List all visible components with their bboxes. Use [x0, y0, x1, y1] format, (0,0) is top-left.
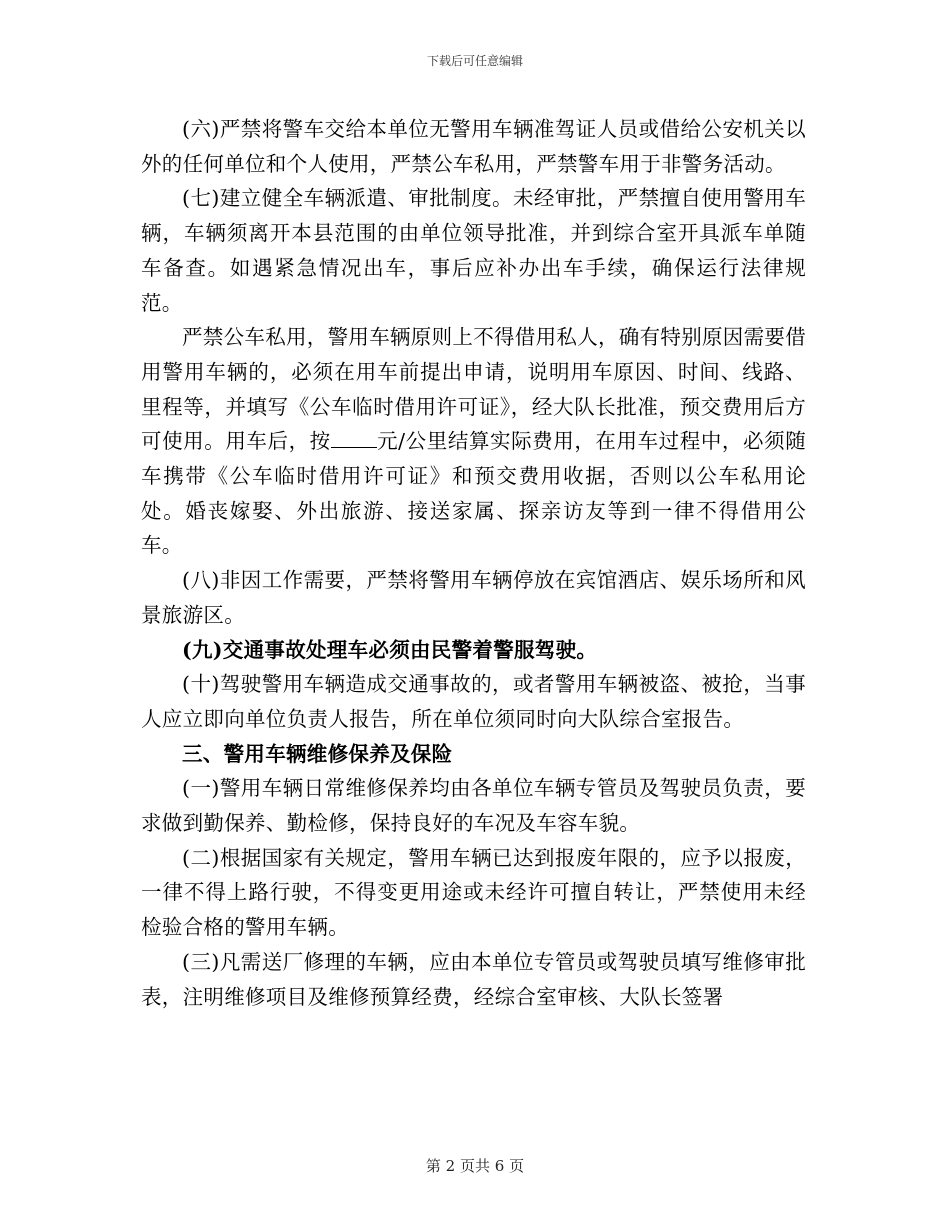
- paragraph-s3-1: (一)警用车辆日常维修保养均由各单位车辆专管员及驾驶员负责，要求做到勤保养、勤检修，保持良好的车况及车容车貌。: [141, 776, 806, 836]
- paragraph-s3-3: (三)凡需送厂修理的车辆，应由本单位专管员或驾驶员填写维修审批表，注明维修项目及维修预算经费，经综合室审核、大队长签署: [141, 949, 806, 1009]
- document-body: [141, 112, 806, 1014]
- paragraph-10: (十)驾驶警用车辆造成交通事故的，或者警用车辆被盗、被抢，当事人应立即向单位负责人报告，所在单位须同时向大队综合室报告。: [141, 672, 806, 731]
- page-header: 下载后可任意编辑: [426, 54, 523, 68]
- paragraph-8: (八)非因工作需要，严禁将警用车辆停放在宾馆酒店、娱乐场所和风景旅游区。: [141, 568, 806, 627]
- paragraph-s3-2: (二)根据国家有关规定，警用车辆已达到报废年限的，应予以报废，一律不得上路行驶，不得变更用途或未经许可擅自转让，严禁使用未经检验合格的警用车辆。: [141, 845, 806, 940]
- fill-in-blank: [331, 427, 377, 448]
- paragraph-9: (九)交通事故处理车必须由民警着警服驾驶。: [182, 637, 598, 662]
- paragraph-7: (七)建立健全车辆派遣、审批制度。未经审批，严禁擅自使用警用车辆，车辆须离开本县范围的由单位领导批准，并到综合室开具派车单随车备查。如遇紧急情况出车，事后应补办出车手续，确保运行法律规范。: [141, 186, 806, 315]
- paragraph-6: (六)严禁将警车交给本单位无警用车辆准驾证人员或借给公安机关以外的任何单位和个人使用，严禁公车私用，严禁警车用于非警务活动。: [141, 117, 806, 176]
- page-footer: 第 2 页共 6 页: [425, 1157, 525, 1175]
- paragraph-private-use: [141, 320, 806, 563]
- paragraph-private-use-after: 元/公里结算实际费用，在用车过程中，必须随车携带《公车临时借用许可证》和预交费用收据，否则以公车私用论处。婚丧嫁娶、外出旅游、接送家属、探亲访友等到一律不得借用公车。: [141, 429, 806, 558]
- section-heading-3: 三、警用车辆维修保养及保险: [182, 741, 453, 766]
- paragraph-private-use-before: 严禁公车私用，警用车辆原则上不得借用私人，确有特别原因需要借用警用车辆的，必须在用车前提出申请，说明用车原因、时间、线路、里程等，并填写《公车临时借用许可证》，经大队长批准，预交费用后方可使用。用车后，按: [141, 325, 806, 454]
